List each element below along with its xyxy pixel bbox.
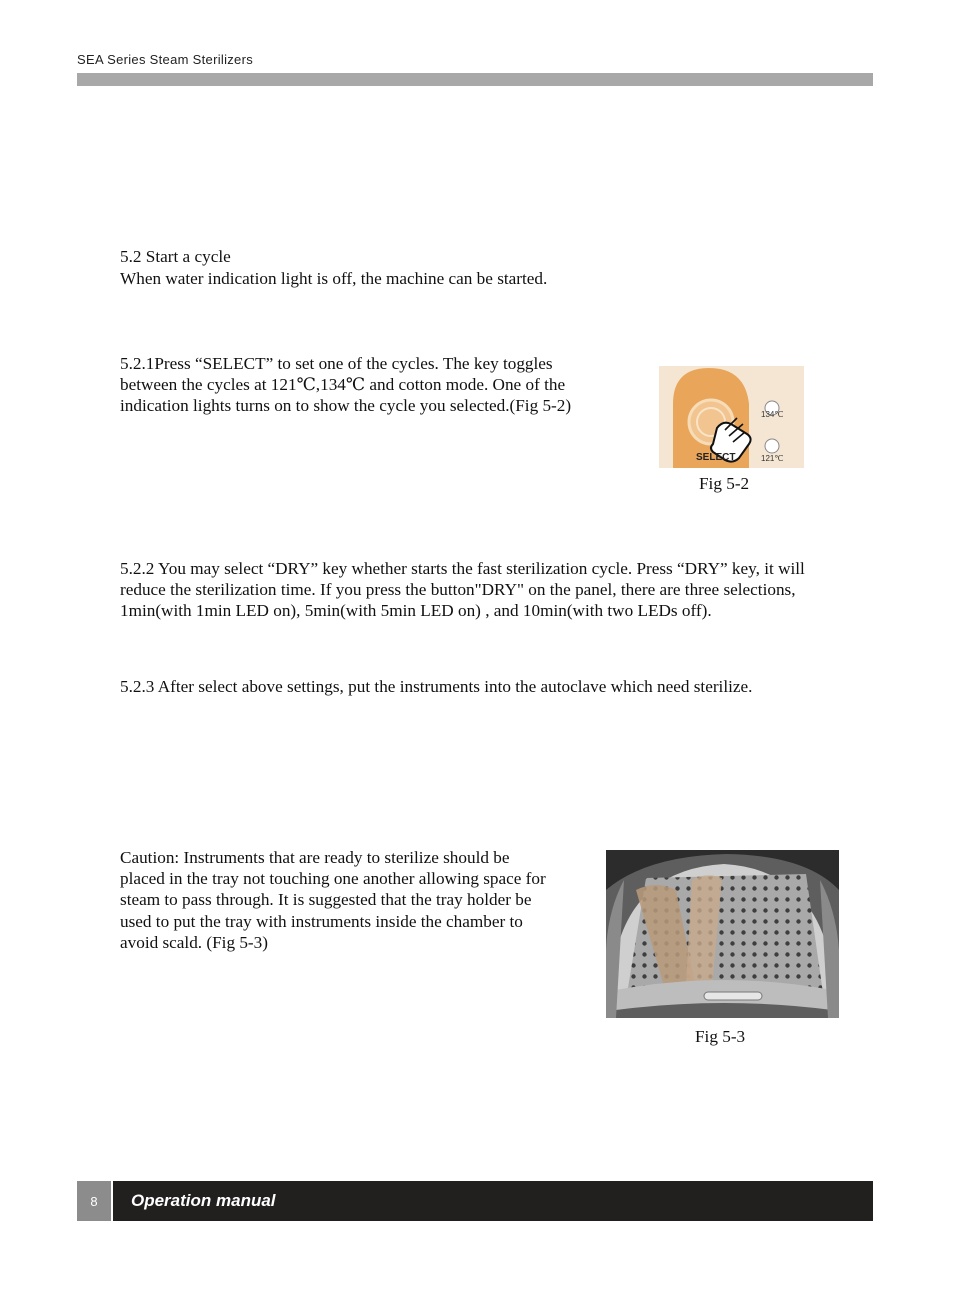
section-5-2-heading: 5.2 Start a cycle xyxy=(120,247,231,266)
figure-5-2-caption: Fig 5-2 xyxy=(699,474,750,493)
figure-tray-photo xyxy=(606,850,839,1018)
page-number: 8 xyxy=(77,1181,111,1221)
header-bar xyxy=(77,73,873,86)
section-5-2-2-text: 5.2.2 You may select “DRY” key whether starts the fast sterilization cycle. Press “DRY” key, it will reduce the sterilization time. If you press the button"DRY" on the panel, there are three selections, 1min(with 1min LED on), 5min(with 5min LED on) , and 10min(with two LEDs off). xyxy=(120,559,805,621)
led-134-label: 134℃ xyxy=(761,410,784,419)
footer-title: Operation manual xyxy=(113,1181,873,1221)
figure-5-3-caption: Fig 5-3 xyxy=(695,1027,746,1046)
section-5-2-text: When water indication light is off, the machine can be started. xyxy=(120,269,548,288)
select-button-label: SELECT xyxy=(696,452,736,463)
caution-text: Caution: Instruments that are ready to sterilize should be placed in the tray not touching one another allowing space for steam to pass through. It is suggested that the tray holder be used to put the tray with instruments inside the chamber to avoid scald. (Fig 5-3) xyxy=(120,848,546,952)
tray-photo-illustration xyxy=(606,850,839,1018)
header-title: SEA Series Steam Sterilizers xyxy=(77,52,254,67)
figure-select-panel xyxy=(659,366,804,468)
section-5-2-3-text: 5.2.3 After select above settings, put the instruments into the autoclave which need sterilize. xyxy=(120,677,753,696)
led-121-label: 121℃ xyxy=(761,454,784,463)
section-5-2-1-text: 5.2.1Press “SELECT” to set one of the cycles. The key toggles between the cycles at 121℃,134℃ and cotton mode. One of the indication lights turns on to show the cycle you selected.(Fig 5-2) xyxy=(120,354,572,416)
